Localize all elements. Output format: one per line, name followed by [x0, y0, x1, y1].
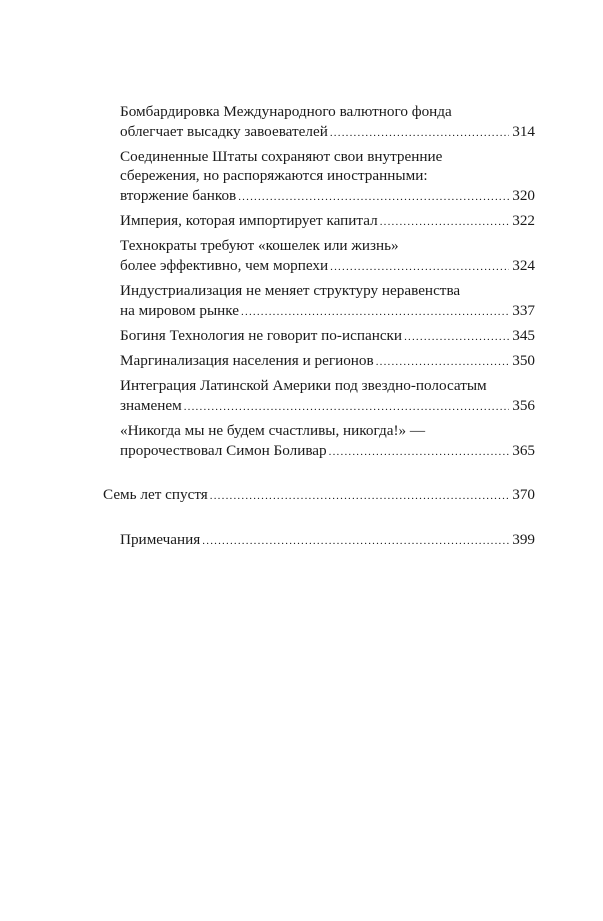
- leader-dots: [376, 353, 510, 373]
- page-number: 324: [512, 256, 535, 274]
- leader-dots: [238, 188, 509, 208]
- toc-entry-title-line: Технократы требуют «кошелек или жизнь»: [120, 237, 399, 255]
- leader-dots: [330, 258, 509, 278]
- toc-entry[interactable]: [103, 421, 535, 462]
- toc-entry[interactable]: [103, 211, 535, 233]
- toc-entry-title-line: Империя, которая импортирует капитал: [120, 212, 378, 230]
- page-number: 365: [512, 441, 535, 459]
- page-number: 399: [512, 530, 535, 548]
- leader-dots: [330, 124, 509, 144]
- page-number: 356: [512, 396, 535, 414]
- table-of-contents: [103, 102, 535, 555]
- leader-dots: [241, 303, 509, 323]
- toc-entry-title-line: Примечания: [120, 530, 201, 548]
- toc-entry-title-line: Маргинализация населения и регионов: [120, 352, 374, 370]
- toc-entry-title-line: «Никогда мы не будем счастливы, никогда!» —: [120, 422, 426, 440]
- toc-entry[interactable]: [103, 102, 535, 143]
- toc-entry-title-line: Богиня Технология не говорит по-испански: [120, 326, 403, 344]
- leader-dots: [404, 328, 509, 348]
- leader-dots: [202, 532, 509, 552]
- toc-entry-title-line: Интеграция Латинской Америки под звездно-полосатым: [120, 377, 487, 395]
- toc-entry-title-line: пророчествовал Симон Боливар: [120, 441, 327, 459]
- toc-entry-title-line: на мировом рынке: [120, 301, 240, 319]
- page-number: 345: [512, 326, 535, 344]
- page-number: 314: [512, 122, 535, 140]
- page-number: 337: [512, 301, 535, 319]
- toc-entry-seven-years[interactable]: [103, 485, 535, 507]
- toc-entry[interactable]: [103, 326, 535, 348]
- toc-entry-title-line: сбережения, но распоряжаются иностранными:: [120, 167, 428, 185]
- toc-entry-title-line: облегчает высадку завоевателей: [120, 122, 328, 140]
- toc-entry-notes[interactable]: [103, 530, 535, 552]
- page-number: 350: [512, 352, 535, 370]
- toc-entry-title-line: знаменем: [120, 396, 182, 414]
- leader-dots: [184, 398, 510, 418]
- leader-dots: [380, 213, 510, 233]
- page-number: 370: [512, 486, 535, 504]
- toc-entry[interactable]: [103, 236, 535, 277]
- toc-entry[interactable]: [103, 147, 535, 208]
- toc-entry-title-line: более эффективно, чем морпехи: [120, 256, 329, 274]
- toc-entry-title-line: Бомбардировка Международного валютного фонда: [120, 103, 452, 120]
- toc-entry[interactable]: [103, 351, 535, 373]
- toc-entry-title-line: вторжение банков: [120, 186, 237, 204]
- leader-dots: [210, 487, 509, 507]
- toc-entry[interactable]: [103, 281, 535, 322]
- leader-dots: [329, 443, 510, 463]
- toc-entry[interactable]: [103, 376, 535, 417]
- toc-entry-title-line: Соединенные Штаты сохраняют свои внутренние: [120, 147, 443, 165]
- toc-entry-title-line: Индустриализация не меняет структуру неравенства: [120, 282, 461, 300]
- page-number: 322: [512, 212, 535, 230]
- page-number: 320: [512, 186, 535, 204]
- toc-entry-title-line: Семь лет спустя: [103, 486, 208, 504]
